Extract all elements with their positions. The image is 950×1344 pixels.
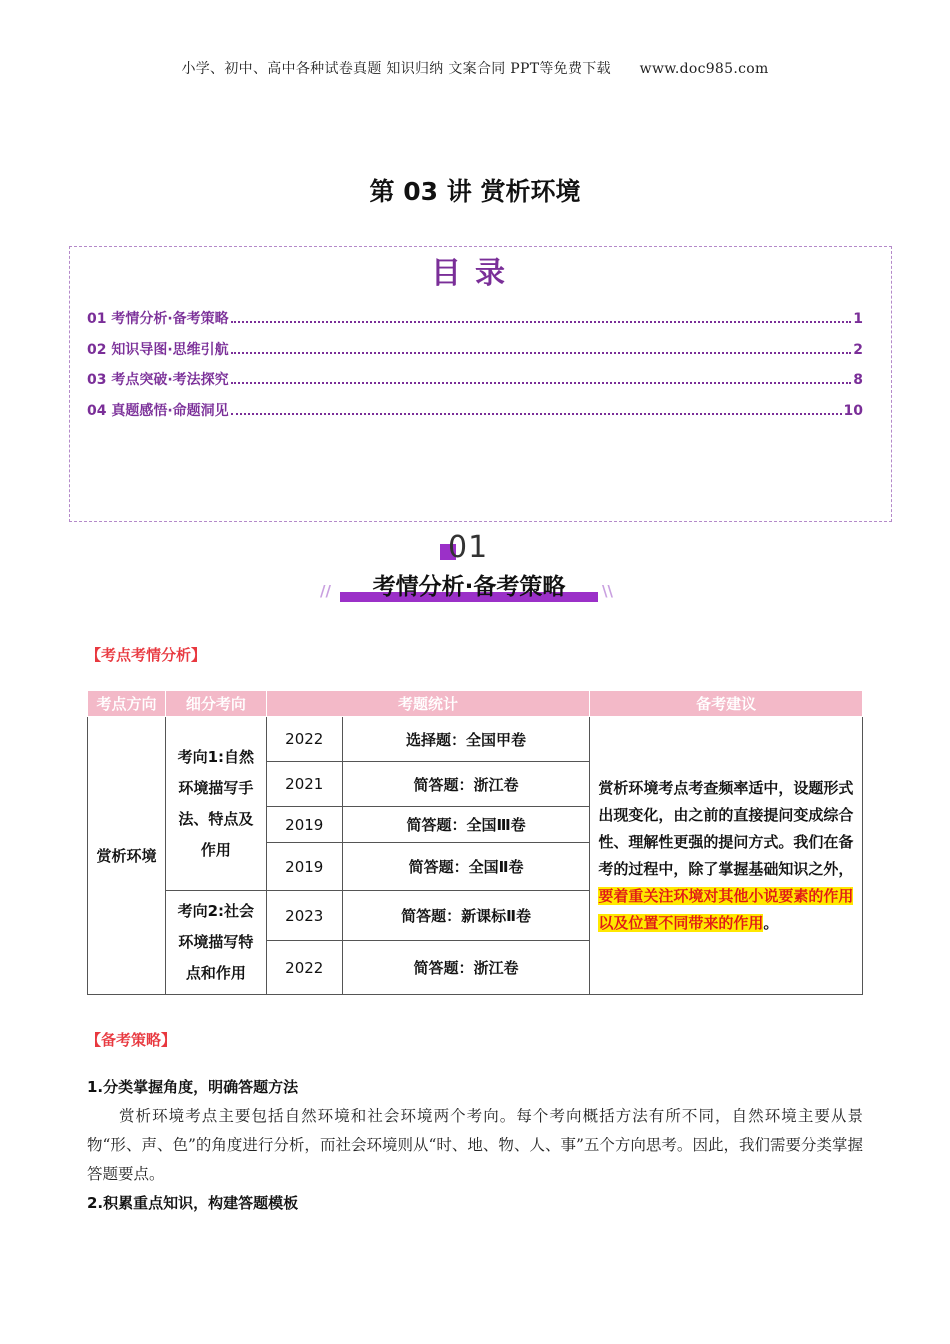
section-banner: [320, 530, 620, 610]
toc-item-page: 1: [853, 311, 863, 327]
header-text: 小学、初中、高中各种试卷真题 知识归纳 文案合同 PPT等免费下载: [181, 61, 611, 77]
advice-cell: [590, 717, 863, 995]
toc-item-3[interactable]: [87, 369, 863, 400]
advice-highlight: 要着重关注环境对其他小说要素的作用以及位置不同带来的作用: [598, 886, 854, 932]
advice-text: 赏析环境考点考查频率适中，设题形式出现变化，由之前的直接提问变成综合性、理解性更强的提问方式。我们在备考的过程中，除了掌握基础知识之外，: [598, 778, 854, 878]
strategy-paragraph-1: 赏析环境考点主要包括自然环境和社会环境两个考向。每个考向概括方法有所不同，自然环境主要从景物“形、声、色”的角度进行分析，而社会环境则从“时、地、物、人、事”五个方向思考。因此，我们需要分类掌握答题要点。: [87, 1107, 863, 1183]
year-cell: 2019: [266, 807, 342, 843]
strategy-section: [87, 1073, 863, 1218]
exam-stat-table: [87, 690, 863, 995]
table-row: [88, 717, 863, 762]
question-type-cell: 简答题：全国Ⅱ卷: [342, 843, 590, 891]
year-cell: 2022: [266, 717, 342, 762]
year-cell: 2021: [266, 762, 342, 807]
strategy-heading: 【备考策略】: [86, 1031, 177, 1049]
question-type-cell: 简答题：浙江卷: [342, 941, 590, 995]
question-type-cell: 简答题：全国Ⅲ卷: [342, 807, 590, 843]
toc-item-2[interactable]: [87, 339, 863, 370]
toc-leader-dots: [231, 413, 842, 415]
section-number: 01: [448, 530, 489, 565]
toc-list: [87, 308, 863, 430]
analysis-heading: 【考点考情分析】: [86, 646, 207, 664]
strategy-subheading-2: 2.积累重点知识，构建答题模板: [87, 1194, 299, 1212]
year-cell: 2022: [266, 941, 342, 995]
toc-item-1[interactable]: [87, 308, 863, 339]
sub-direction-cell: 考向1:自然环境描写手法、特点及作用: [165, 717, 266, 891]
page-title: 第 03 讲 赏析环境: [369, 177, 581, 206]
toc-leader-dots: [231, 352, 852, 354]
direction-cell: 赏析环境: [88, 717, 166, 995]
year-cell: 2019: [266, 843, 342, 891]
toc-item-page: 8: [853, 372, 863, 388]
toc-item-page: 2: [853, 341, 863, 358]
table-header-cell: 考点方向: [88, 691, 166, 717]
sub-direction-cell: 考向2:社会环境描写特点和作用: [165, 891, 266, 995]
advice-end: 。: [763, 913, 779, 932]
strategy-subheading-1: 1.分类掌握角度，明确答题方法: [87, 1078, 299, 1096]
table-header-cell: 考题统计: [266, 691, 590, 717]
section-label: 考情分析·备考策略: [372, 574, 566, 600]
slash-left-decoration: //: [320, 582, 331, 600]
toc-heading: 目录: [431, 256, 519, 291]
header-url[interactable]: www.doc985.com: [639, 61, 769, 77]
toc-item-4[interactable]: [87, 400, 863, 431]
toc-leader-dots: [231, 382, 852, 384]
year-cell: 2023: [266, 891, 342, 941]
toc-item-page: 10: [843, 402, 863, 419]
slash-right-decoration: \\: [602, 582, 613, 600]
question-type-cell: 简答题：新课标Ⅱ卷: [342, 891, 590, 941]
table-header-cell: 备考建议: [590, 691, 863, 717]
question-type-cell: 选择题：全国甲卷: [342, 717, 590, 762]
question-type-cell: 简答题：浙江卷: [342, 762, 590, 807]
toc-item-label: 02 知识导图·思维引航: [87, 341, 229, 358]
table-header-row: [88, 691, 863, 717]
toc-item-label: 04 真题感悟·命题洞见: [87, 402, 229, 419]
toc-leader-dots: [231, 321, 852, 323]
table-header-cell: 细分考向: [165, 691, 266, 717]
toc-item-label: 01 考情分析·备考策略: [87, 311, 229, 327]
page-header: [0, 58, 950, 78]
toc-item-label: 03 考点突破·考法探究: [87, 372, 229, 388]
